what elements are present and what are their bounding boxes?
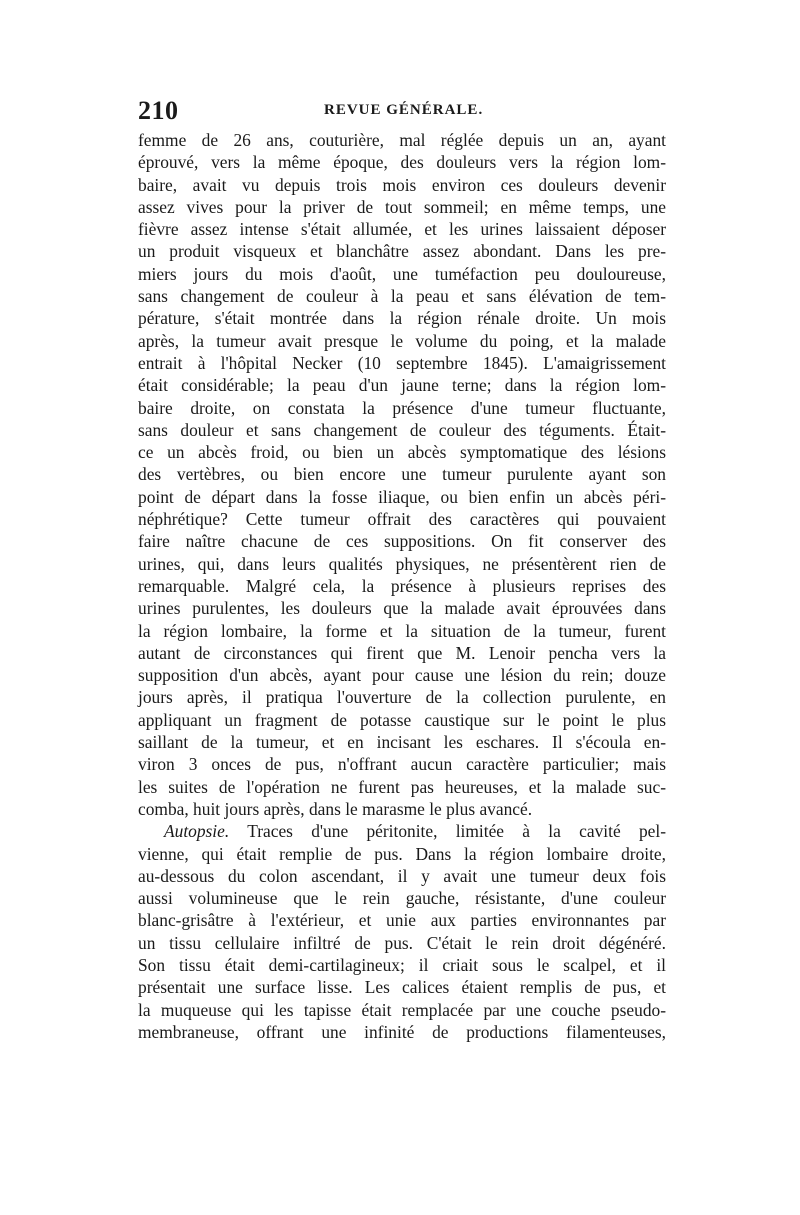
text-line: urines purulentes, les douleurs que la malade avait éprouvées dans: [138, 598, 666, 619]
page-number: 210: [138, 96, 179, 125]
text-line: néphrétique? Cette tumeur offrait des caractères qui pouvaient: [138, 509, 666, 530]
text-line: jours après, il pratiqua l'ouverture de la collection purulente, en: [138, 687, 666, 708]
text-line: aussi volumineuse que le rein gauche, résistante, d'une couleur: [138, 888, 666, 909]
page-header: [138, 96, 666, 126]
text-line: au-dessous du colon ascendant, il y avait une tumeur deux fois: [138, 865, 666, 886]
text-line: appliquant un fragment de potasse caustique sur le point le plus: [138, 709, 666, 730]
autopsie-label: Autopsie.: [164, 821, 230, 842]
text-line: éprouvé, vers la même époque, des douleurs vers la région lom-: [138, 152, 666, 173]
text-line: blanc-grisâtre à l'extérieur, et unie aux parties environnantes par: [138, 910, 666, 931]
text-line: membraneuse, offrant une infinité de productions filamenteuses,: [138, 1021, 666, 1042]
text-line: faire naître chacune de ces suppositions. On fit conserver des: [138, 531, 666, 552]
text-line: point de départ dans la fosse iliaque, ou bien enfin un abcès péri-: [138, 486, 666, 507]
text-line: entrait à l'hôpital Necker (10 septembre 1845). L'amaigrissement: [138, 352, 666, 373]
text-line: fièvre assez intense s'était allumée, et les urines laissaient déposer: [138, 219, 666, 240]
text-line: baire, avait vu depuis trois mois environ ces douleurs devenir: [138, 174, 666, 195]
text-line: remarquable. Malgré cela, la présence à plusieurs reprises des: [138, 575, 666, 596]
text-line: saillant de la tumeur, et en incisant les eschares. Il s'écoula en-: [138, 732, 666, 753]
text-line: la muqueuse qui les tapisse était remplacée par une couche pseudo-: [138, 999, 666, 1020]
autopsie-first-line: [138, 820, 666, 842]
text-line: ce un abcès froid, ou bien un abcès symptomatique des lésions: [138, 442, 666, 463]
text-line: la région lombaire, la forme et la situation de la tumeur, furent: [138, 620, 666, 641]
text-line: supposition d'un abcès, ayant pour cause une lésion du rein; douze: [138, 665, 666, 686]
text-line: vienne, qui était remplie de pus. Dans la région lombaire droite,: [138, 843, 666, 864]
text-line: sans changement de couleur à la peau et sans élévation de tem-: [138, 286, 666, 307]
text-line: après, la tumeur avait presque le volume du poing, et la malade: [138, 330, 666, 351]
text-line: urines, qui, dans leurs qualités physiques, ne présentèrent rien de: [138, 553, 666, 574]
body-text: [138, 129, 666, 1043]
text-line: sans douleur et sans changement de couleur des téguments. Était-: [138, 419, 666, 440]
text-line: femme de 26 ans, couturière, mal réglée depuis un an, ayant: [138, 130, 666, 150]
autopsie-first-line-text: Traces d'une péritonite, limitée à la cavité pel-: [247, 821, 666, 842]
text-line: un produit visqueux et blanchâtre assez abondant. Dans les pre-: [138, 241, 666, 262]
text-line: un tissu cellulaire infiltré de pus. C'était le rein droit dégénéré.: [138, 932, 666, 953]
text-line: autant de circonstances qui firent que M. Lenoir pencha vers la: [138, 642, 666, 663]
text-line: était considérable; la peau d'un jaune terne; dans la région lom-: [138, 375, 666, 396]
text-line: Son tissu était demi-cartilagineux; il criait sous le scalpel, et il: [138, 954, 666, 975]
text-line: baire droite, on constata la présence d'une tumeur fluctuante,: [138, 397, 666, 418]
text-line: viron 3 onces de pus, n'offrant aucun caractère particulier; mais: [138, 754, 666, 775]
text-line: les suites de l'opération ne furent pas heureuses, et la malade suc-: [138, 776, 666, 797]
text-line: présentait une surface lisse. Les calices étaient remplis de pus, et: [138, 977, 666, 998]
running-title: REVUE GÉNÉRALE.: [324, 102, 484, 118]
text-line: assez vives pour la priver de tout sommeil; en même temps, une: [138, 196, 666, 217]
text-line: miers jours du mois d'août, une tuméfaction peu douloureuse,: [138, 263, 666, 284]
paragraph-case-history: [138, 129, 666, 820]
text-line: pérature, s'était montrée dans la région rénale droite. Un mois: [138, 308, 666, 329]
text-line: comba, huit jours après, dans le marasme le plus avancé.: [138, 798, 533, 819]
paragraph-autopsie: [138, 843, 666, 1044]
text-line: des vertèbres, ou bien encore une tumeur purulente ayant son: [138, 464, 666, 485]
